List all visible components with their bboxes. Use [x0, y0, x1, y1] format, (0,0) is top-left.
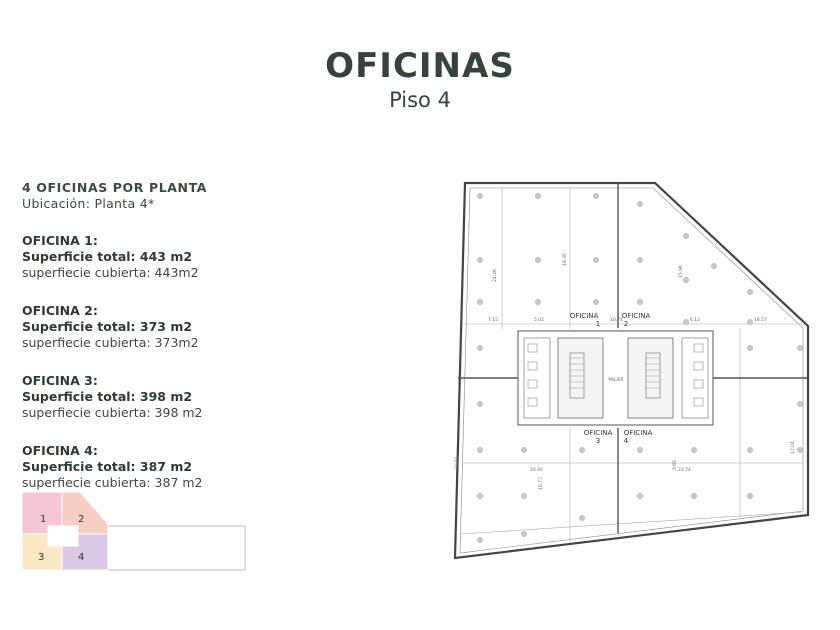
office-block-4 — [22, 443, 282, 491]
dimension-label: 19.30 — [563, 253, 568, 266]
office-block-2 — [22, 303, 282, 351]
office-4-number: 4 — [623, 437, 629, 445]
office-name: OFICINA 2: — [22, 303, 98, 318]
office-name: OFICINA 4: — [22, 443, 98, 458]
dimension-label: 24.46 — [493, 269, 498, 282]
zone-4-label: 4 — [78, 552, 85, 563]
office-total-area: Superficie total: 443 m2 — [22, 249, 193, 264]
office-covered-area: superfiecie cubierta: 398 m2 — [22, 405, 203, 420]
office-1-number: 1 — [595, 320, 601, 328]
office-block-3 — [22, 373, 282, 421]
dimension-label: 10.74 — [610, 318, 623, 323]
office-4-label: OFICINA — [623, 429, 653, 437]
dimension-label: 7.15 — [488, 318, 499, 323]
dimension-label: 32.22 — [455, 457, 460, 470]
zone-3-label: 3 — [38, 552, 45, 563]
office-covered-area: superfiecie cubierta: 443m2 — [22, 265, 199, 280]
dimension-label: 16.57 — [754, 318, 767, 323]
office-total-area: Superficie total: 398 m2 — [22, 389, 193, 404]
key-map-outline — [108, 526, 245, 570]
office-covered-area: superfiecie cubierta: 387 m2 — [22, 475, 203, 490]
core-void — [48, 526, 78, 546]
dimension-label: 23.74 — [678, 468, 691, 473]
office-2-number: 2 — [623, 320, 629, 328]
dimension-label: 6.12 — [690, 318, 701, 323]
zone-2-label: 2 — [78, 514, 85, 525]
page-subtitle: Piso 4 — [389, 88, 451, 112]
office-3-label: OFICINA — [583, 429, 613, 437]
offices-info — [22, 180, 282, 491]
office-name: OFICINA 3: — [22, 373, 98, 388]
office-block-1 — [22, 233, 282, 281]
page-title: OFICINAS — [325, 46, 515, 86]
office-3-number: 3 — [595, 437, 601, 445]
office-name: OFICINA 1: — [22, 233, 98, 248]
floor-plan — [450, 178, 820, 570]
zone-1-label: 1 — [40, 514, 47, 525]
dimension-label: 16.77 — [539, 477, 544, 490]
dimension-label: 15.96 — [679, 265, 684, 278]
office-1-label: OFICINA — [569, 312, 599, 320]
summary-location: Ubicación: Planta 4* — [22, 196, 155, 211]
office-total-area: Superficie total: 387 m2 — [22, 459, 193, 474]
dimension-label: 5.65 — [673, 459, 678, 470]
dimension-label: 5.02 — [534, 318, 545, 323]
summary-heading: 4 OFICINAS POR PLANTA — [22, 180, 208, 195]
office-2-label: OFICINA — [621, 312, 651, 320]
key-map — [22, 490, 248, 574]
office-covered-area: superfiecie cubierta: 373m2 — [22, 335, 199, 350]
hall-label: PALIER — [608, 378, 624, 383]
office-total-area: Superficie total: 373 m2 — [22, 319, 193, 334]
dimension-label: 17.04 — [791, 441, 796, 454]
dimension-label: 20.40 — [530, 468, 543, 473]
